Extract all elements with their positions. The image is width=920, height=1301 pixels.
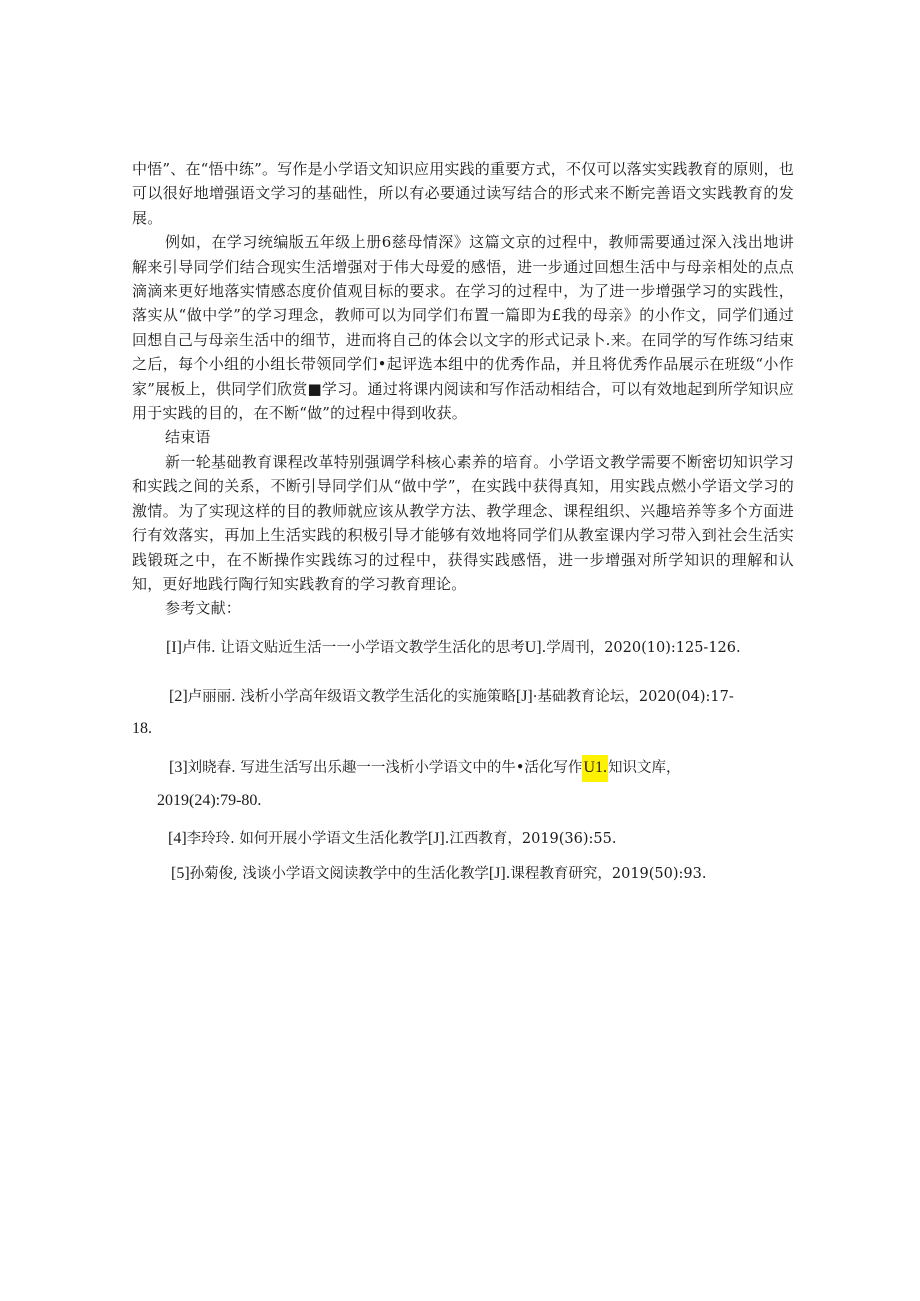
reference-text: 孙菊俊, 浅谈小学语文阅读教学中的生活化教学: [189, 866, 489, 882]
reference-source: 知识文库，: [608, 760, 681, 776]
reference-item-2-continued: [132, 720, 152, 738]
reference-number: [5]: [171, 865, 190, 882]
reference-continuation: 2019(24):79-80.: [157, 792, 262, 809]
reference-item-3-continued: [157, 792, 261, 810]
reference-source: .江西教育，2019(36):55.: [444, 831, 617, 847]
reference-type-tag: U]: [524, 639, 542, 656]
reference-source: .课程教育研究，2019(50):93.: [505, 866, 707, 882]
reference-type-tag: [J]: [427, 830, 445, 847]
reference-source: .学周刊，2020(10):125-126.: [541, 640, 741, 656]
reference-text: 刘晓春. 写进生活写出乐趣一一浅析小学语文中的牛•活化写作: [187, 760, 583, 776]
highlighted-reference-tag: U1.: [582, 755, 608, 782]
reference-item-2: [169, 685, 734, 706]
reference-source: ·基础教育论坛，2020(04):17-: [532, 689, 734, 705]
reference-type-tag: [J]: [515, 688, 533, 705]
reference-number: [4]: [168, 830, 187, 847]
reference-item-4: [168, 827, 617, 848]
reference-text: 卢丽丽. 浅析小学高年级语文教学生活化的实施策略: [187, 689, 516, 705]
reference-text: 卢伟. 让语文贴近生活一一小学语文教学生活化的思考: [181, 640, 525, 656]
paragraph-intro-continued: 中悟”、在“悟中练”。写作是小学语文知识应用实践的重要方式，不仅可以落实实践教育的原则，也可以很好地增强语文学习的基础性，所以有必要通过读写结合的形式来不断完善语文实践教育的发展。: [132, 160, 795, 227]
paragraph-example: 例如，在学习统编版五年级上册6慈母情深》这篇文京的过程中，教师需要通过深入浅出地讲解来引导同学们结合现实生活增强对于伟大母爱的感悟，进一步通过回想生活中与母亲相处的点点滴滴来更好地落实情感态度价值观目标的要求。在学习的过程中，为了进一步增强学习的实践性，落实从“做中学”的学习理念，教师可以为同学们布置一篇即为£我的母亲》的小作文，同学们通过回想自己与母亲生活中的细节，进而将自己的体会以文字的形式记录卜.来。在同学的写作练习结束之后，每个小组的小组长带领同学们•起评选本组中的优秀作品，并且将优秀作品展示在班级“小作家”展板上，供同学们欣赏■学习。通过将课内阅读和写作活动相结合，可以有效地起到所学知识应用于实践的目的，在不断“做”的过程中得到收获。: [132, 233, 794, 423]
reference-number: [2]: [169, 688, 188, 705]
reference-item-5: [171, 862, 707, 883]
reference-type-tag: [J]: [488, 865, 506, 882]
reference-number: [3]: [169, 759, 188, 776]
references-heading: 参考文献：: [165, 599, 242, 618]
reference-text: 李玲玲. 如何开展小学语文生活化教学: [186, 831, 428, 847]
reference-continuation: 18.: [132, 720, 152, 737]
reference-item-3: [169, 756, 681, 777]
reference-item-1: [166, 636, 741, 657]
conclusion-heading: 结束语: [165, 428, 211, 447]
body-text: [132, 157, 794, 621]
paragraph-conclusion: 新一轮基础教育课程改革特别强调学科核心素养的培育。小学语文教学需要不断密切知识学习和实践之间的关系，不断引导同学们从“做中学”，在实践中获得真知，用实践点燃小学语文学习的激情。为了实现这样的目的教师就应该从教学方法、教学理念、课程组织、兴趣培养等多个方面进行有效落实，再加上生活实践的积极引导才能够有效地将同学们从教室课内学习带入到社会生活实践锻斑之中，在不断操作实践练习的过程中，获得实践感悟，进一步增强对所学知识的理解和认知，更好地践行陶行知实践教育的学习教育理论。: [132, 452, 794, 593]
reference-number: [I]: [166, 639, 182, 656]
